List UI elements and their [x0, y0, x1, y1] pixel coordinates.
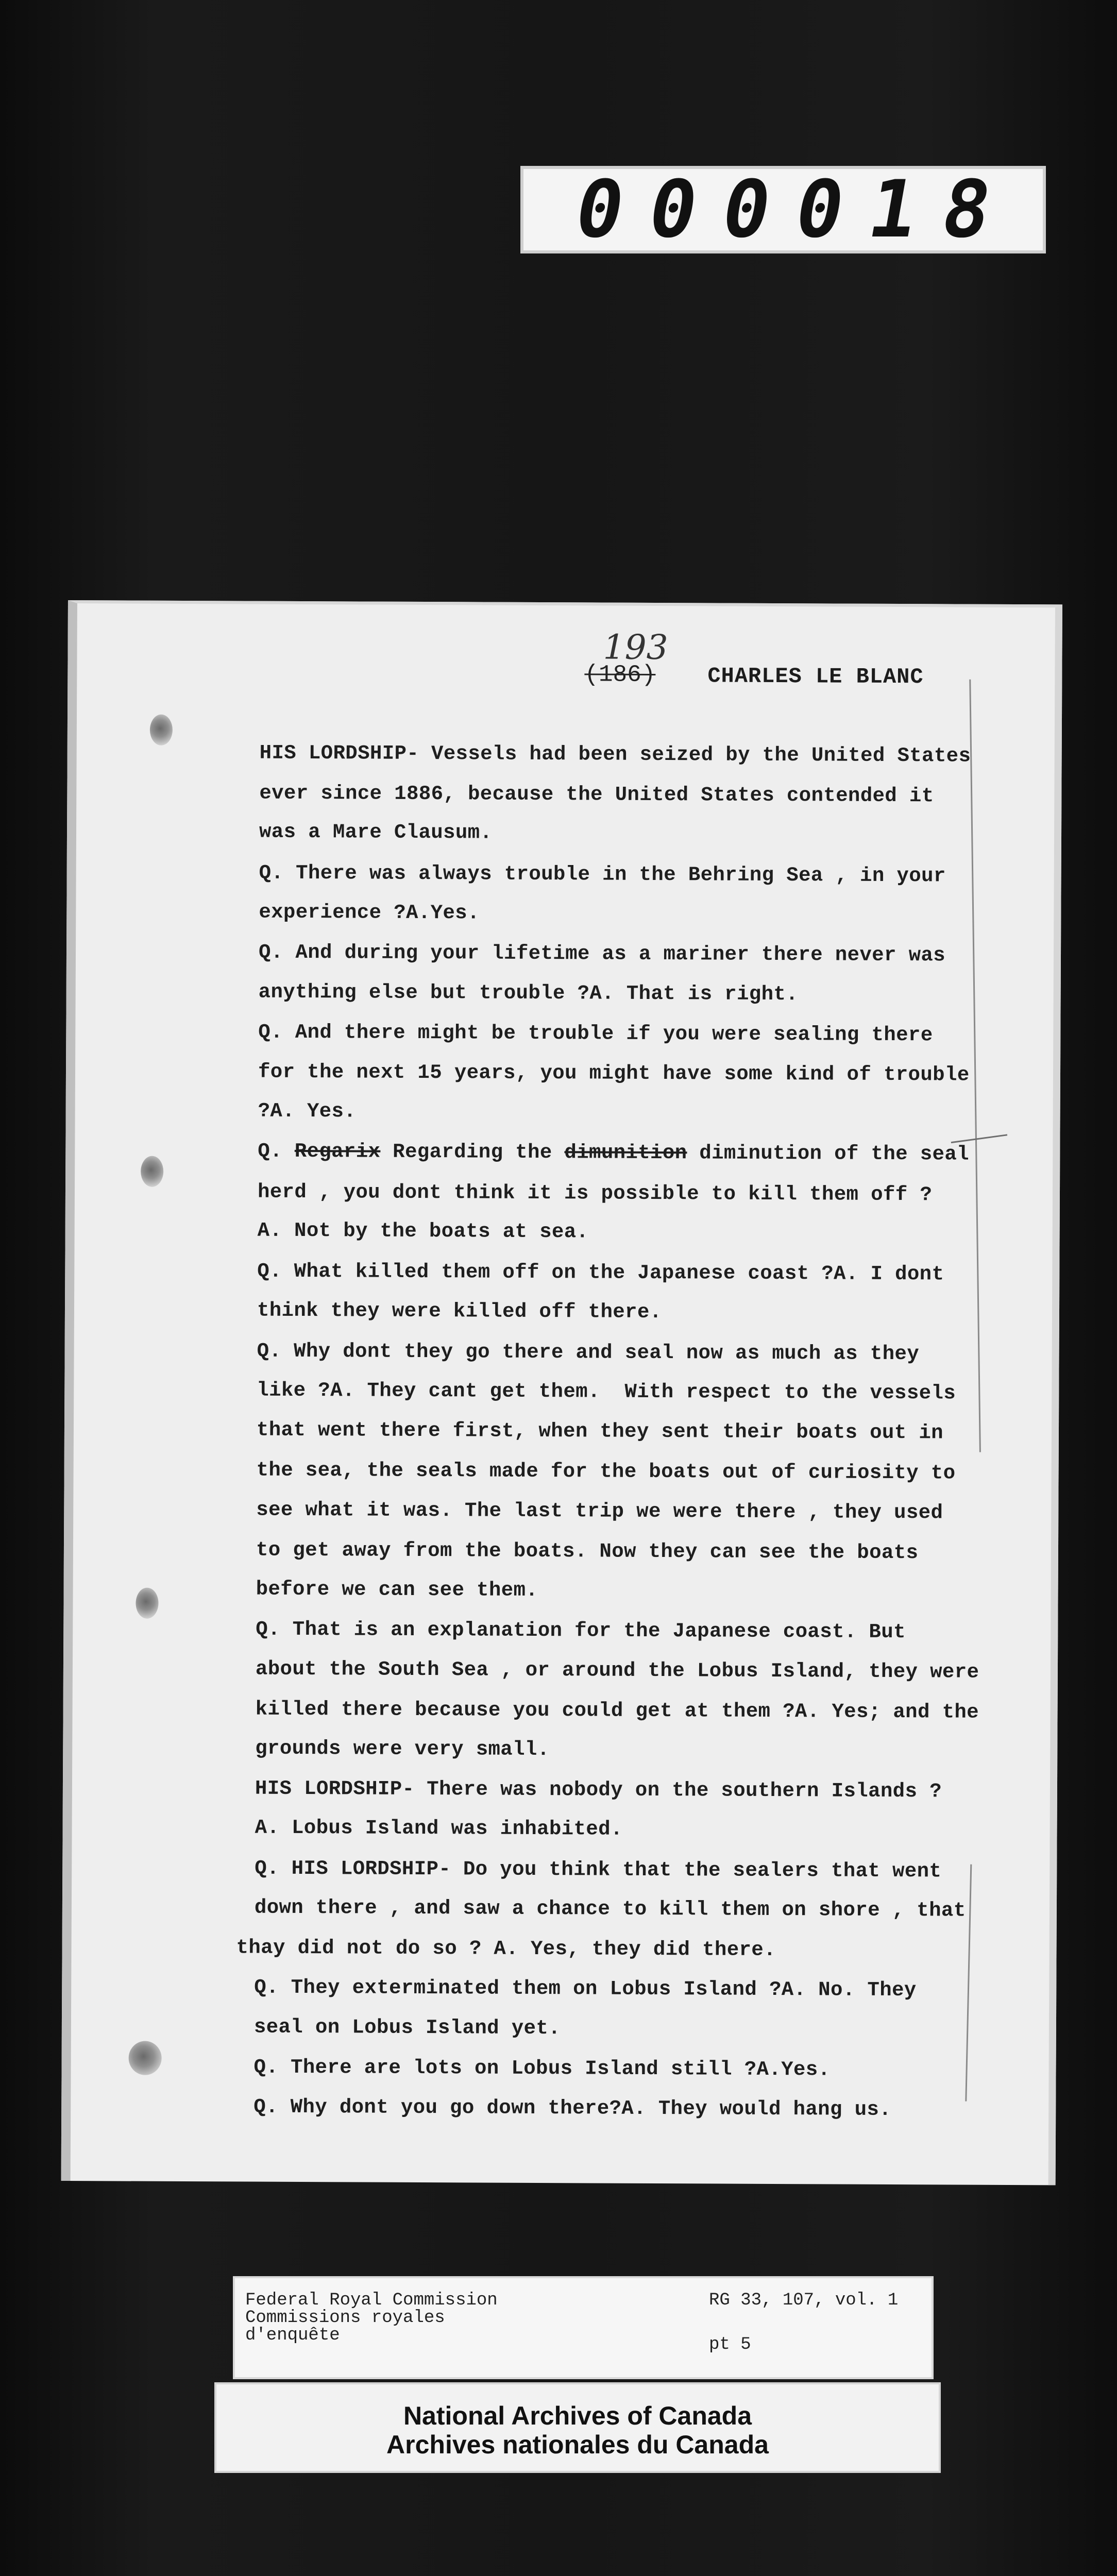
transcript-line: about the South Sea , or around the Lobus Island, they were — [255, 1657, 979, 1684]
transcript-line: HIS LORDSHIP- Vessels had been seized by the United States — [259, 741, 971, 768]
punch-hole — [136, 1588, 158, 1619]
transcript-line: before we can see them. — [256, 1578, 538, 1602]
collection-line-1: Federal Royal Commission — [245, 2291, 498, 2310]
transcript-line: herd , you dont think it is possible to kill them off ? — [257, 1180, 933, 1207]
transcript-fragment: Q. — [258, 1140, 295, 1163]
transcript-line: Q. What killed them off on the Japanese coast ?A. I dont — [257, 1260, 944, 1286]
transcript-line: Q. HIS LORDSHIP- Do you think that the sealers that went — [255, 1857, 942, 1883]
transcript-line-with-corrections — [258, 1142, 969, 1165]
page-number-struck: (186) — [584, 661, 656, 688]
document-page — [61, 600, 1062, 2185]
transcript-line: the sea, the seals made for the boats out of curiosity to — [256, 1459, 956, 1485]
transcript-line: see what it was. The last trip we were there , they used — [256, 1498, 943, 1524]
archive-name-english: National Archives of Canada — [403, 2401, 752, 2430]
transcript-line: A. Not by the boats at sea. — [257, 1219, 589, 1244]
collection-line-3: d'enquête — [245, 2326, 340, 2345]
transcript-line: anything else but trouble ?A. That is right. — [258, 980, 799, 1006]
transcript-line: Q. There was always trouble in the Behring Sea , in your — [259, 861, 946, 888]
transcript-line: was a Mare Clausum. — [259, 820, 493, 844]
transcript-line: seal on Lobus Island yet. — [253, 2015, 561, 2040]
transcript-line: experience ?A.Yes. — [259, 901, 480, 925]
struck-word: dimunition — [564, 1141, 687, 1165]
transcript-line: HIS LORDSHIP- There was nobody on the southern Islands ? — [255, 1777, 942, 1803]
collection-label — [233, 2276, 934, 2379]
transcript-fragment: Regarding the — [380, 1140, 565, 1164]
collection-part: pt 5 — [709, 2335, 751, 2354]
transcript — [71, 603, 1055, 2185]
page-number-handwritten: 193 — [603, 627, 668, 668]
transcript-line: Q. That is an explanation for the Japanese coast. But — [256, 1618, 906, 1644]
transcript-line: Q. And there might be trouble if you were sealing there — [258, 1021, 933, 1047]
collection-reference: RG 33, 107, vol. 1 — [709, 2291, 899, 2310]
transcript-line: A. Lobus Island was inhabited. — [255, 1816, 623, 1841]
transcript-line: grounds were very small. — [255, 1737, 550, 1761]
transcript-line: that went there first, when they sent their boats out in — [256, 1418, 944, 1445]
punch-hole — [150, 715, 173, 745]
punch-hole — [129, 2041, 162, 2075]
transcript-line: thay did not do so ? A. Yes, they did there. — [236, 1936, 776, 1962]
archive-label — [214, 2382, 941, 2473]
transcript-line: Q. Why dont they go there and seal now as much as they — [257, 1340, 920, 1366]
transcript-line: ever since 1886, because the United States contended it — [259, 782, 934, 808]
transcript-line: Q. They exterminated them on Lobus Island ?A. No. They — [254, 1976, 917, 2002]
frame-number: 000018 — [568, 164, 1025, 256]
collection-line-2: Commissions royales — [245, 2308, 445, 2328]
frame-number-plate — [520, 164, 1046, 256]
archive-name-french: Archives nationales du Canada — [386, 2430, 769, 2459]
transcript-fragment: diminution of the seal — [687, 1142, 970, 1166]
transcript-line: to get away from the boats. Now they can see the boats — [256, 1538, 919, 1565]
transcript-line: Q. Why dont you go down there?A. They would hang us. — [253, 2095, 892, 2122]
transcript-line: Q. And during your lifetime as a mariner there never was — [258, 941, 946, 967]
transcript-line: ?A. Yes. — [258, 1099, 357, 1123]
punch-hole — [141, 1156, 163, 1187]
transcript-line: think they were killed off there. — [257, 1299, 662, 1324]
transcript-line: Q. There are lots on Lobus Island still ?A.Yes. — [253, 2056, 831, 2081]
witness-name: CHARLES LE BLANC — [707, 664, 924, 690]
transcript-line: for the next 15 years, you might have some kind of trouble — [258, 1060, 970, 1087]
struck-word: Regarix — [294, 1140, 381, 1163]
transcript-line: like ?A. They cant get them. With respect to the vessels — [257, 1379, 956, 1405]
transcript-line: down there , and saw a chance to kill them on shore , that — [254, 1896, 966, 1922]
transcript-line: killed there because you could get at them ?A. Yes; and the — [255, 1698, 979, 1724]
